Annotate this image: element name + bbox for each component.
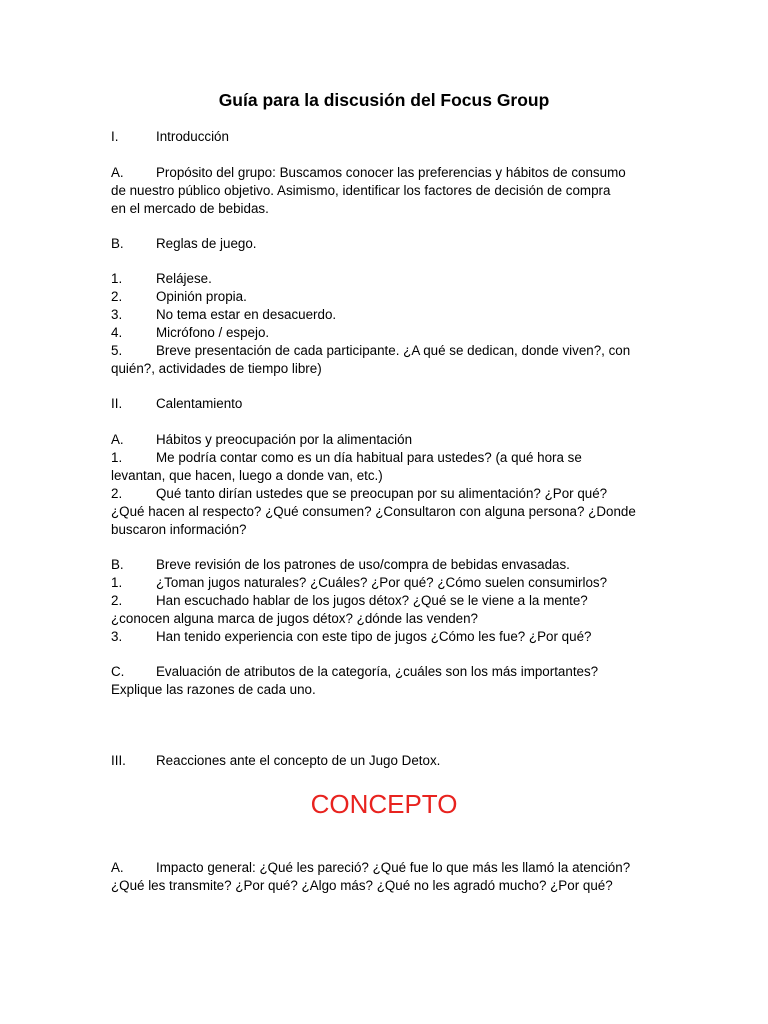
text-line [111, 360, 322, 378]
text-line [111, 859, 630, 877]
list-item [111, 628, 591, 646]
list-item [111, 449, 582, 467]
text-line [111, 877, 613, 895]
line-text: Me podría contar como es un día habitual para ustedes? (a qué hora se [156, 450, 582, 465]
line-number: III. [111, 753, 126, 768]
line-number: 1. [111, 271, 123, 286]
line-number: B. [111, 236, 124, 251]
text-line [111, 556, 570, 574]
list-item [111, 485, 607, 503]
line-number: A. [111, 165, 124, 180]
text-line [111, 164, 626, 182]
text-line [111, 235, 257, 253]
line-number: 1. [111, 450, 123, 465]
list-item [111, 592, 588, 610]
line-text: Breve revisión de los patrones de uso/compra de bebidas envasadas. [156, 557, 570, 572]
line-number: 2. [111, 593, 123, 608]
line-number: 2. [111, 289, 123, 304]
line-number: 3. [111, 629, 123, 644]
list-item [111, 270, 212, 288]
line-text: Han escuchado hablar de los jugos détox? ¿Qué se le viene a la mente? [156, 593, 588, 608]
line-number: A. [111, 860, 124, 875]
line-text: ¿Qué les transmite? ¿Por qué? ¿Algo más? ¿Qué no les agradó mucho? ¿Por qué? [111, 878, 613, 893]
list-item [111, 306, 336, 324]
text-line [111, 521, 246, 539]
line-number: B. [111, 557, 124, 572]
text-line [111, 431, 412, 449]
line-text: Relájese. [156, 271, 212, 286]
list-item [111, 574, 607, 592]
line-number: C. [111, 664, 125, 679]
line-text: Impacto general: ¿Qué les pareció? ¿Qué fue lo que más les llamó la atención? [156, 860, 631, 875]
document-title: Guía para la discusión del Focus Group [218, 90, 550, 110]
line-text: Hábitos y preocupación por la alimentación [156, 432, 413, 447]
text-line [111, 200, 269, 218]
line-text: Reacciones ante el concepto de un Jugo Detox. [156, 753, 441, 768]
list-item [111, 288, 247, 306]
line-text: Reglas de juego. [156, 236, 257, 251]
line-text: No tema estar en desacuerdo. [156, 307, 337, 322]
text-line [111, 610, 478, 628]
line-text: ¿Qué hacen al respecto? ¿Qué consumen? ¿Consultaron con alguna persona? ¿Donde [111, 504, 636, 519]
line-text: Propósito del grupo: Buscamos conocer las preferencias y hábitos de consumo [156, 165, 626, 180]
text-line [111, 663, 598, 681]
line-text: en el mercado de bebidas. [111, 201, 269, 216]
line-number: A. [111, 432, 124, 447]
list-item [111, 342, 630, 360]
line-number: 5. [111, 343, 123, 358]
line-number: 2. [111, 486, 123, 501]
line-text: Evaluación de atributos de la categoría, ¿cuáles son los más importantes? [156, 664, 599, 679]
line-text: Han tenido experiencia con este tipo de jugos ¿Cómo les fue? ¿Por qué? [156, 629, 592, 644]
line-text: buscaron información? [111, 522, 247, 537]
line-number: 4. [111, 325, 123, 340]
line-text: ¿conocen alguna marca de jugos détox? ¿dónde las venden? [111, 611, 479, 626]
list-item [111, 324, 269, 342]
line-text: Introducción [156, 129, 229, 144]
section-heading [111, 395, 242, 413]
text-line [111, 681, 316, 699]
text-line [111, 182, 610, 200]
line-text: Breve presentación de cada participante. ¿A qué se dedican, donde viven?, con [156, 343, 631, 358]
line-text: Micrófono / espejo. [156, 325, 270, 340]
line-number: I. [111, 129, 119, 144]
line-text: quién?, actividades de tiempo libre) [111, 361, 322, 376]
concept-heading: CONCEPTO [310, 789, 458, 819]
line-text: Explique las razones de cada uno. [111, 682, 316, 697]
line-text: Qué tanto dirían ustedes que se preocupan por su alimentación? ¿Por qué? [156, 486, 608, 501]
line-text: levantan, que hacen, luego a donde van, etc.) [111, 468, 383, 483]
line-number: II. [111, 396, 123, 411]
section-heading [111, 128, 229, 146]
line-text: ¿Toman jugos naturales? ¿Cuáles? ¿Por qué? ¿Cómo suelen consumirlos? [156, 575, 608, 590]
text-line [111, 503, 636, 521]
section-heading [111, 752, 440, 770]
text-line [111, 467, 383, 485]
line-text: Opinión propia. [156, 289, 247, 304]
line-number: 3. [111, 307, 123, 322]
line-number: 1. [111, 575, 123, 590]
line-text: Calentamiento [156, 396, 243, 411]
line-text: de nuestro público objetivo. Asimismo, identificar los factores de decisión de compra [111, 183, 611, 198]
